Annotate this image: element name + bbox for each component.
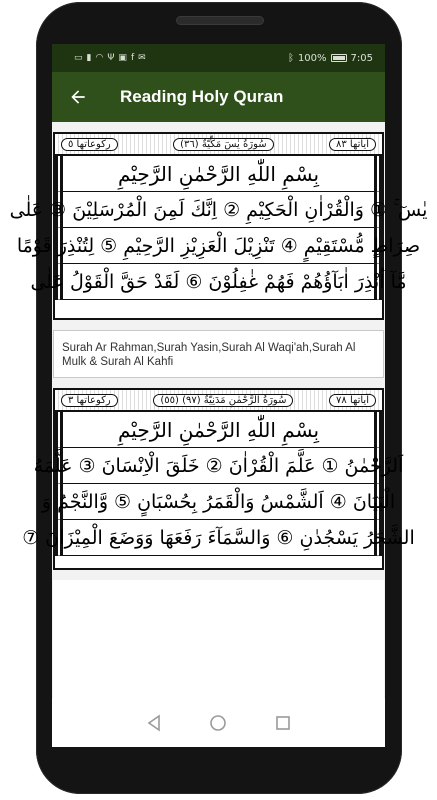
header-left: ركوعاتها ٣ xyxy=(61,394,118,407)
screen xyxy=(9,44,428,747)
gallery-icon: ▣ xyxy=(118,53,127,63)
arabic-line: الشَّجَرُ يَسْجُدٰنِ ⑥ وَالسَّمَآءَ رَفَعَهَا وَوَضَعَ الْمِيْزَانَ ⑦ xyxy=(55,520,382,556)
arabic-line: الْبَيَانَ ④ اَلشَّمْسُ وَالْقَمَرُ بِحُسْبَانٍ ⑤ وَّالنَّجْمُ وَ xyxy=(55,484,382,520)
sim-icon: ▭ xyxy=(74,53,83,63)
system-nav-bar xyxy=(52,699,385,747)
mail-icon: ✉ xyxy=(138,53,146,63)
status-bar xyxy=(52,44,385,72)
usb-icon: Ψ xyxy=(107,53,115,63)
surah-header xyxy=(55,390,382,412)
square-recents-icon[interactable] xyxy=(274,714,292,732)
arabic-line: اَلرَّحْمٰنُ ① عَلَّمَ الْقُرْاٰنَ ② خَلَقَ الْاِنْسَانَ ③ عَلَّمَهُ xyxy=(55,448,382,484)
signal-icon: ▮ xyxy=(86,53,92,63)
battery-icon xyxy=(331,54,347,62)
status-right xyxy=(288,53,373,64)
arabic-line: بِسْمِ اللّٰهِ الرَّحْمٰنِ الرَّحِيْمِ xyxy=(55,412,382,448)
phone-frame xyxy=(9,2,428,794)
header-center: (٥٥) سُورَةُ الرَّحْمٰنِ مَدَنِيَّةٌ (٩٧) xyxy=(153,394,293,407)
header-right: آياتها ٧٨ xyxy=(329,394,376,407)
wifi-icon: ◠ xyxy=(95,53,104,63)
content-list xyxy=(9,122,428,720)
quran-page-yasin[interactable] xyxy=(9,132,428,320)
surah-list-caption[interactable]: Surah Ar Rahman,Surah Yasin,Surah Al Waqi'ah,Surah Al Mulk & Surah Al Kahfi xyxy=(53,330,384,378)
arabic-line: بِسْمِ اللّٰهِ الرَّحْمٰنِ الرَّحِيْمِ xyxy=(55,156,382,192)
header-right: آياتها ٨٣ xyxy=(329,138,376,151)
circle-home-icon[interactable] xyxy=(209,714,227,732)
header-center: (٣٦) سُورَةُ يٰسٓ مَكِّيَّةٌ xyxy=(173,138,274,151)
arabic-line: يٰسٓ ۚ ① وَالْقُرْاٰنِ الْحَكِيْمِ ② اِنَّكَ لَمِنَ الْمُرْسَلِيْنَ ③ عَلٰى xyxy=(55,192,382,228)
status-left-icons xyxy=(74,53,146,63)
page-title: Reading Holy Quran xyxy=(120,87,284,106)
clock: 7:05 xyxy=(350,52,373,64)
surah-header xyxy=(55,134,382,156)
quran-page-rahman[interactable] xyxy=(22,388,415,570)
app-bar xyxy=(52,72,385,122)
header-left: ركوعاتها ٥ xyxy=(61,138,118,151)
triangle-back-icon[interactable] xyxy=(145,714,163,732)
bluetooth-icon: ᛒ xyxy=(287,52,294,64)
phone-speaker xyxy=(176,16,264,25)
arrow-back-icon[interactable] xyxy=(68,87,88,107)
battery-percent: 100% xyxy=(297,52,327,64)
arabic-line: صِرَاطٍ مُّسْتَقِيْمٍ ④ تَنْزِيْلَ الْعَزِيْزِ الرَّحِيْمِ ⑤ لِتُنْذِرَ قَوْمًا xyxy=(55,228,382,264)
facebook-icon: f xyxy=(130,53,135,63)
arabic-line: مَّآ اُنْذِرَ اٰبَآؤُهُمْ فَهُمْ غٰفِلُوْنَ ⑥ لَقَدْ حَقَّ الْقَوْلُ عَلٰى xyxy=(55,264,382,300)
